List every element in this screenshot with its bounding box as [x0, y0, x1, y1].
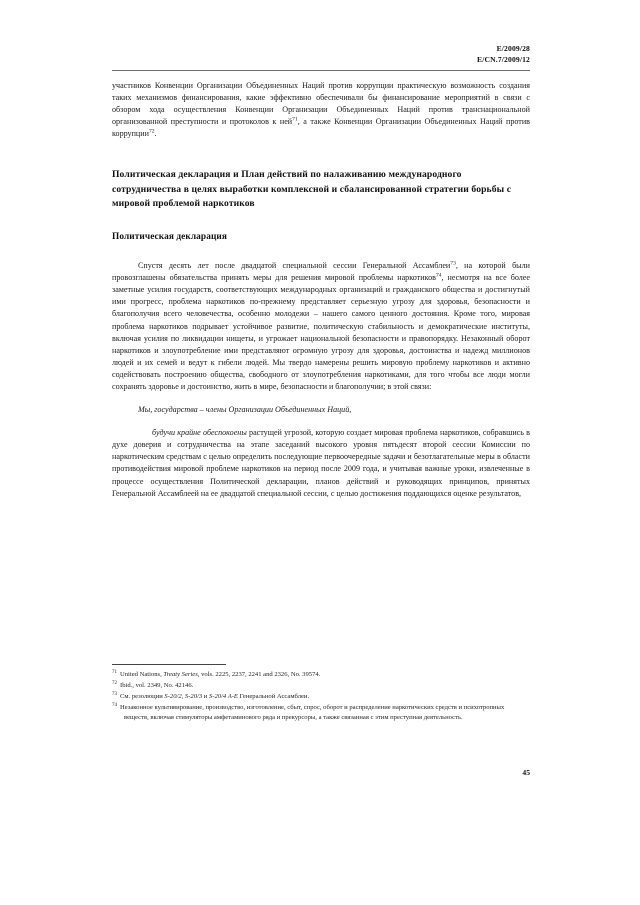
declaration-text-2: , на которой были провозглашены обязательства принять меры для решения мировой проблемы наркотиков — [112, 261, 530, 283]
declaration-italic-line: Мы, государства – члены Организации Объединенных Наций, — [138, 405, 352, 415]
footnote-text-before: United Nations, — [120, 671, 164, 678]
sub-heading: Политическая декларация — [112, 232, 227, 243]
footnote-text-before: Незаконное культивирование, производство, изготовление, сбыт, спрос, оборот и распределение наркотических средств и психотропных веществ, включая стимуляторы амфетаминового ряда и прекурсоры, а также связанная с этим преступная деятельность. — [120, 704, 505, 721]
footnote-number: 74 — [112, 703, 117, 709]
footnote-area — [112, 664, 530, 724]
footnote-number: 73 — [112, 692, 117, 697]
footnote-divider — [112, 664, 226, 665]
main-heading: Политическая декларация и План действий по налаживанию международного сотрудничества в целях выработки комплексной и сбалансированной стратегии борьбы с мировой проблемой наркотиков — [112, 169, 512, 209]
declaration-paragraph-1 — [112, 260, 530, 393]
footnote-text-before: Ibid., vol. 2349, No. 42146. — [120, 682, 194, 690]
preamble-rest-text: растущей угрозой, которую создает мировая проблема наркотиков, собравшись в духе доверия и сотрудничества на этапе заседаний высокого уровня пятьдесят второй сессии Комиссии по наркотическим средствам с целью определить последующие первоочередные задачи и безотлагательные меры в области противодействия мировой проблеме наркотиков на период после 2009 года, и учитывая важные уроки, извлеченные в процессе осуществления Политической декларации, планов действий и руководящих принципов, принятых Генеральной Ассамблеей на ее двадцатой специальной сессии, с целью достижения поддающихся оценке результатов, — [112, 428, 530, 498]
continued-paragraph — [112, 80, 530, 140]
page-number: 45 — [522, 768, 530, 777]
declaration-preamble-paragraph — [112, 427, 530, 500]
footnote-text-after: , vols. 2225, 2237, 2241 and 2326, No. 39574. — [197, 671, 321, 678]
continued-paragraph-block — [112, 80, 530, 140]
footnote-italic-resolution-1: S-20/2, S-20/3 — [164, 693, 203, 701]
footnote-text-before: См. резолюции — [120, 693, 165, 701]
page-content — [112, 44, 530, 500]
header-divider — [112, 70, 530, 71]
declaration-text-3: , несмотря на все более заметные усилия государств, соответствующих международных организаций и гражданского общества и достигнутый ими прогресс, проблема наркотиков по-прежнему представляет серьезную угрозу для здоровья, безопасности и благополучия всего человечества, особенно молодежи – нашего самого ценного достояния. Кроме того, мировая проблема наркотиков подрывает устойчивое развитие, политическую стабильность и демократические институты, включая усилия по ликвидации нищеты, и угрожает национальной безопасности и правопорядку. Незаконный оборот наркотиков и злоупотребление ими представляют огромную угрозу для здоровья, достоинства и надежд миллионов людей и их семей и ведут к гибели людей. Мы твердо намерены решить мировую проблему наркотиков и активно содействовать построению общества, свободного от злоупотребления наркотиками, для того чтобы все люди могли сохранять здоровье и достоинство, жить в мире, безопасности и благополучии; в этой связи: — [112, 273, 530, 392]
document-symbol-header — [112, 44, 530, 65]
footnote-italic-resolution-2: S-20/4 A-E — [208, 693, 238, 701]
footnote-ref-72[interactable]: 72 — [148, 128, 155, 135]
continued-text-2: , а также Конвенции Организации Объединенных Наций против коррупции — [112, 117, 530, 139]
footnote-text-after: и — [202, 693, 209, 701]
declaration-body — [112, 260, 530, 500]
document-symbol-primary: E/2009/28 — [496, 44, 530, 53]
footnote-item — [112, 670, 530, 680]
footnote-italic-title: Treaty Series — [163, 671, 198, 678]
footnote-item — [112, 703, 530, 722]
footnote-number: 72 — [112, 680, 117, 686]
document-symbol-secondary: E/CN.7/2009/12 — [477, 54, 530, 64]
declaration-text-1: Спустя десять лет после двадцатой специальной сессии Генеральной Ассамблеи — [138, 261, 451, 271]
continued-text-1: участников Конвенции Организации Объединенных Наций против коррупции практическую возможность создания таких механизмов финансирования, какие эффективно обеспечивали бы финансирование мероприятий в связи с обзором хода осуществления Конвенции Организации Объединенных Наций против транснациональной организованной преступности и протоколов к ней — [112, 81, 530, 127]
footnote-ref-71[interactable]: 71 — [292, 116, 298, 123]
footnote-number: 71 — [112, 669, 117, 675]
footnote-ref-73[interactable]: 73 — [450, 260, 456, 267]
continued-text-3: . — [154, 129, 157, 139]
footnote-ref-74[interactable]: 74 — [435, 272, 442, 279]
footnote-item — [112, 681, 530, 691]
footnote-item — [112, 692, 530, 702]
footnote-text-after-2: Генеральной Ассамблеи. — [237, 693, 310, 701]
preamble-italic-lead: будучи крайне обеспокоены — [152, 428, 247, 438]
